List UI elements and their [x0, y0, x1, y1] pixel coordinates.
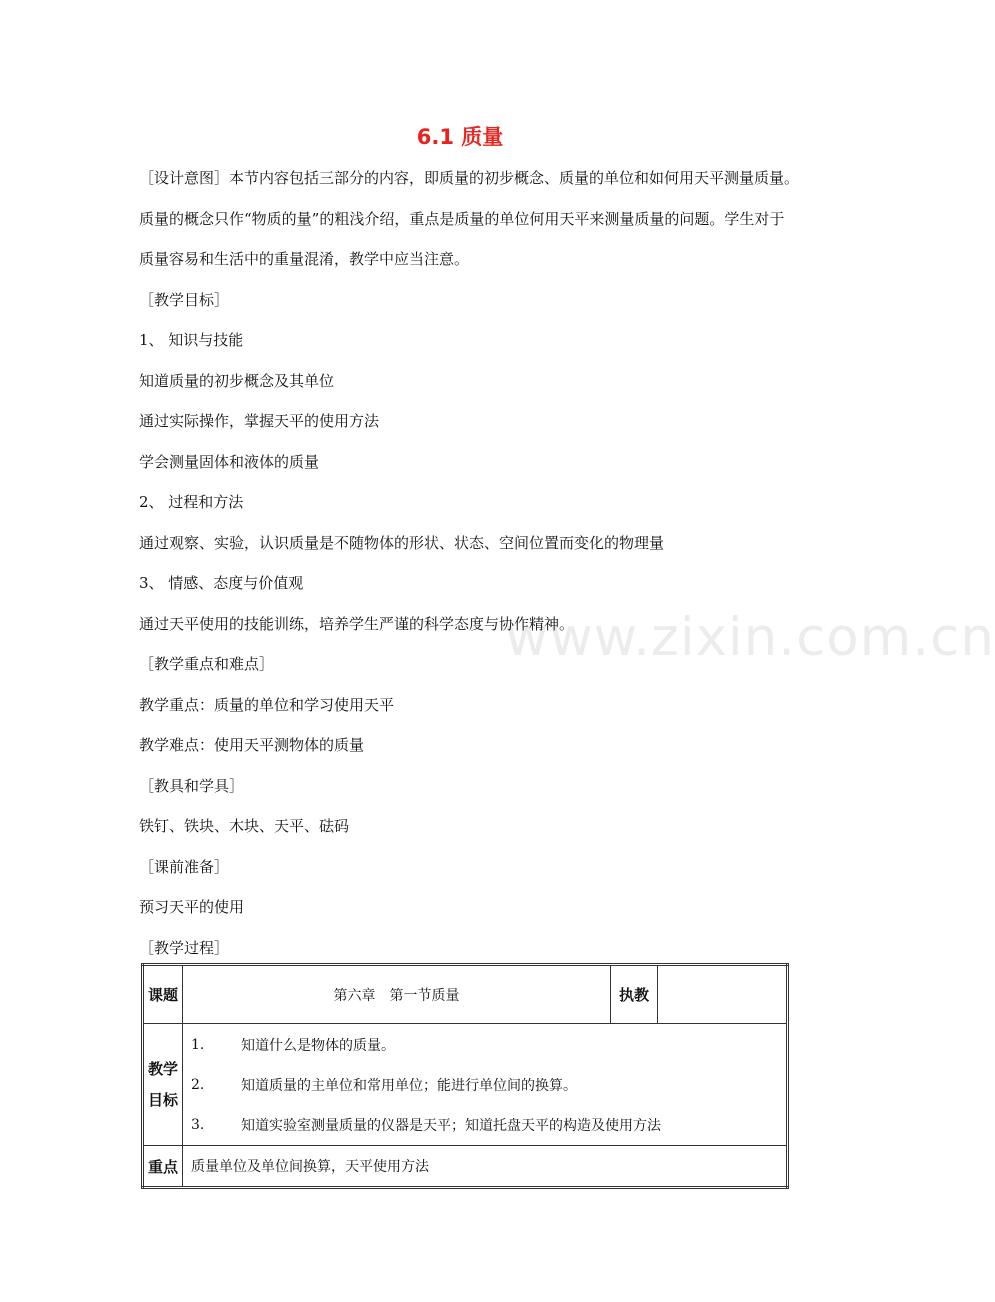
goal-line: 通过天平使用的技能训练，培养学生严谨的科学态度与协作精神。 [139, 614, 575, 633]
goal-number: 3. [191, 1116, 205, 1133]
goals-label: 教学 目标 [143, 1024, 183, 1146]
goals-cell [183, 1024, 788, 1146]
section-heading-key-points: ［教学重点和难点］ [139, 655, 275, 673]
topic-value: 第六章 第一节质量 [183, 965, 611, 1024]
teacher-label: 执教 [611, 965, 658, 1024]
section-heading-preparation: ［课前准备］ [139, 857, 230, 876]
goal-number: 1. [191, 1036, 205, 1053]
table-row [143, 965, 788, 1024]
tools-line: 铁钉、铁块、木块、天平、砝码 [139, 817, 350, 835]
goal-line: 通过实际操作，掌握天平的使用方法 [139, 412, 380, 430]
list-item [191, 1105, 778, 1145]
table-row [143, 1146, 788, 1188]
section-heading-tools: ［教具和学具］ [139, 776, 245, 795]
goal-line: 学会测量固体和液体的质量 [139, 452, 320, 471]
goal-line: 知道质量的初步概念及其单位 [139, 371, 335, 390]
key-value: 质量单位及单位间换算，天平使用方法 [183, 1146, 788, 1188]
lesson-body [139, 158, 799, 968]
topic-label: 课题 [143, 965, 183, 1024]
key-point-line: 教学重点：质量的单位和学习使用天平 [139, 695, 395, 714]
design-intent-paragraph: ［设计意图］本节内容包括三部分的内容，即质量的初步概念、质量的单位和如何用天平测量质量。质量的概念只作“物质的量”的粗浅介绍，重点是质量的单位何用天平来测量质量的问题。学生对于质量容易和生活中的重量混淆，教学中应当注意。 [139, 169, 800, 268]
watermark: www.zixin.com.cn [505, 607, 995, 668]
table-row [143, 1024, 788, 1146]
preparation-line: 预习天平的使用 [139, 898, 245, 916]
goal-category-attitude: 3、 情感、态度与价值观 [139, 574, 304, 592]
goal-number: 2. [191, 1076, 205, 1093]
goal-text: 知道什么是物体的质量。 [241, 1037, 395, 1054]
teacher-value [658, 965, 788, 1024]
page-title: 6.1 质量 [416, 125, 504, 149]
section-heading-process: ［教学过程］ [139, 938, 230, 957]
difficult-point-line: 教学难点：使用天平测物体的质量 [139, 736, 365, 754]
section-heading-goals: ［教学目标］ [139, 290, 230, 309]
goal-category-knowledge: 1、 知识与技能 [139, 331, 244, 349]
goal-text: 知道实验室测量质量的仪器是天平；知道托盘天平的构造及使用方法 [241, 1117, 661, 1134]
goal-text: 知道质量的主单位和常用单位；能进行单位间的换算。 [241, 1077, 577, 1094]
lesson-plan-table [141, 963, 789, 1189]
key-label: 重点 [143, 1146, 183, 1188]
goal-line: 通过观察、实验，认识质量是不随物体的形状、状态、空间位置而变化的物理量 [139, 533, 665, 552]
list-item [191, 1065, 778, 1105]
goal-category-process: 2、 过程和方法 [139, 493, 244, 511]
list-item [191, 1025, 778, 1065]
